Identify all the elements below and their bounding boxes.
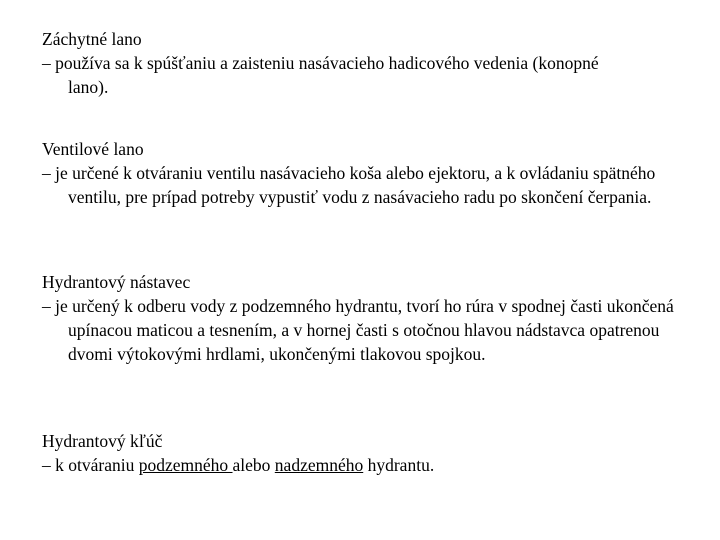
section-hydrantovy-nastavec <box>42 270 692 366</box>
section-title: Hydrantový kľúč <box>42 431 163 451</box>
section-ventilove-lano <box>42 137 692 209</box>
description-text: hydrantu. <box>363 455 435 475</box>
description-text: – k otváraniu <box>42 455 139 475</box>
section-description: – je určený k odberu vody z podzemného hydrantu, tvorí ho rúra v spodnej časti ukončená upínacou maticou a tesnením, a v hornej časti s otočnou hlavou nádstavca opatrenou dvomi výtokovými hrdlami, ukončenými tlakovou spojkou. <box>42 296 674 364</box>
section-description <box>42 453 692 477</box>
section-title: Záchytné lano <box>42 29 142 49</box>
section-description: – je určené k otváraniu ventilu nasávacieho koša alebo ejektoru, a k ovládaniu spätného ventilu, pre prípad potreby vypustiť vodu z nasávacieho radu po skončení čerpania. <box>42 163 656 207</box>
description-text: alebo <box>232 455 275 475</box>
section-zachytne-lano <box>42 27 692 99</box>
underlined-term-podzemneho: podzemného <box>138 455 233 475</box>
underlined-term-nadzemneho: nadzemného <box>274 455 364 475</box>
section-title: Ventilové lano <box>42 139 144 159</box>
section-title: Hydrantový nástavec <box>42 272 191 292</box>
section-description: – používa sa k spúšťaniu a zaisteniu nasávacieho hadicového vedenia (konopné lano). <box>42 53 599 97</box>
section-hydrantovy-kluc <box>42 429 692 477</box>
